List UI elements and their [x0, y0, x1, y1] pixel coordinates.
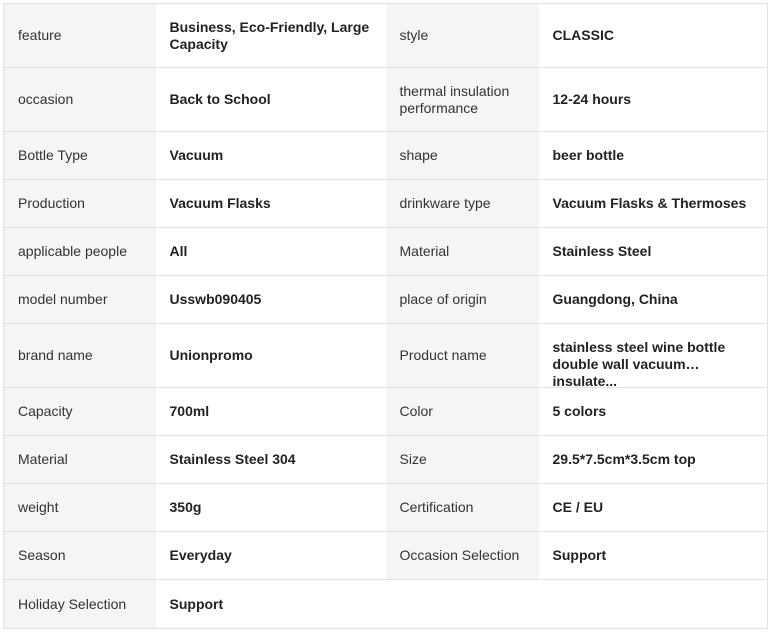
attribute-name: occasion: [4, 68, 156, 132]
attribute-value: Usswb090405: [156, 276, 386, 324]
table-row: [4, 276, 768, 324]
attribute-name: Production: [4, 180, 156, 228]
attribute-name: weight: [4, 484, 156, 532]
attribute-value: Support: [539, 532, 768, 580]
attribute-name: Holiday Selection: [4, 580, 156, 629]
table-row: [4, 180, 768, 228]
attribute-value: Business, Eco-Friendly, Large Capacity: [156, 4, 386, 68]
table-row: [4, 68, 768, 132]
attribute-name: Size: [386, 436, 539, 484]
table-row: [4, 132, 768, 180]
attribute-value: 29.5*7.5cm*3.5cm top: [539, 436, 768, 484]
attribute-name: feature: [4, 4, 156, 68]
table-row: [4, 580, 768, 629]
attribute-value: Back to School: [156, 68, 386, 132]
attribute-value: Unionpromo: [156, 324, 386, 388]
attribute-name: Season: [4, 532, 156, 580]
attribute-name: Certification: [386, 484, 539, 532]
table-row: [4, 228, 768, 276]
table-row: [4, 532, 768, 580]
empty-cell: [539, 580, 768, 629]
table-row: [4, 4, 768, 68]
attribute-name: Capacity: [4, 388, 156, 436]
product-attributes-table: [3, 3, 768, 629]
attribute-name: shape: [386, 132, 539, 180]
attribute-value: Everyday: [156, 532, 386, 580]
attribute-name: Product name: [386, 324, 539, 388]
attribute-value: Support: [156, 580, 386, 629]
attribute-value: Stainless Steel 304: [156, 436, 386, 484]
attribute-name: Occasion Selection: [386, 532, 539, 580]
attribute-value: All: [156, 228, 386, 276]
attribute-name: place of origin: [386, 276, 539, 324]
table-row: [4, 436, 768, 484]
attribute-name: drinkware type: [386, 180, 539, 228]
attribute-name: Material: [4, 436, 156, 484]
table-row: [4, 324, 768, 388]
attribute-name: brand name: [4, 324, 156, 388]
attribute-value: 700ml: [156, 388, 386, 436]
attribute-value: 5 colors: [539, 388, 768, 436]
attribute-name: Bottle Type: [4, 132, 156, 180]
attribute-value: stainless steel wine bottle double wall vacuum insulate...: [539, 324, 768, 388]
attribute-value: Vacuum Flasks: [156, 180, 386, 228]
attribute-value: Stainless Steel: [539, 228, 768, 276]
attribute-value: CE / EU: [539, 484, 768, 532]
attribute-value: Vacuum Flasks & Thermoses: [539, 180, 768, 228]
attribute-value: 12-24 hours: [539, 68, 768, 132]
attribute-name: model number: [4, 276, 156, 324]
attribute-value: Vacuum: [156, 132, 386, 180]
empty-cell: [386, 580, 539, 629]
attribute-name: style: [386, 4, 539, 68]
attribute-value: Guangdong, China: [539, 276, 768, 324]
attribute-value: 350g: [156, 484, 386, 532]
attribute-name: Material: [386, 228, 539, 276]
attribute-value: CLASSIC: [539, 4, 768, 68]
attribute-name: Color: [386, 388, 539, 436]
attribute-value: beer bottle: [539, 132, 768, 180]
attribute-name: applicable people: [4, 228, 156, 276]
table-row: [4, 484, 768, 532]
table-row: [4, 388, 768, 436]
attribute-name: thermal insulation performance: [386, 68, 539, 132]
